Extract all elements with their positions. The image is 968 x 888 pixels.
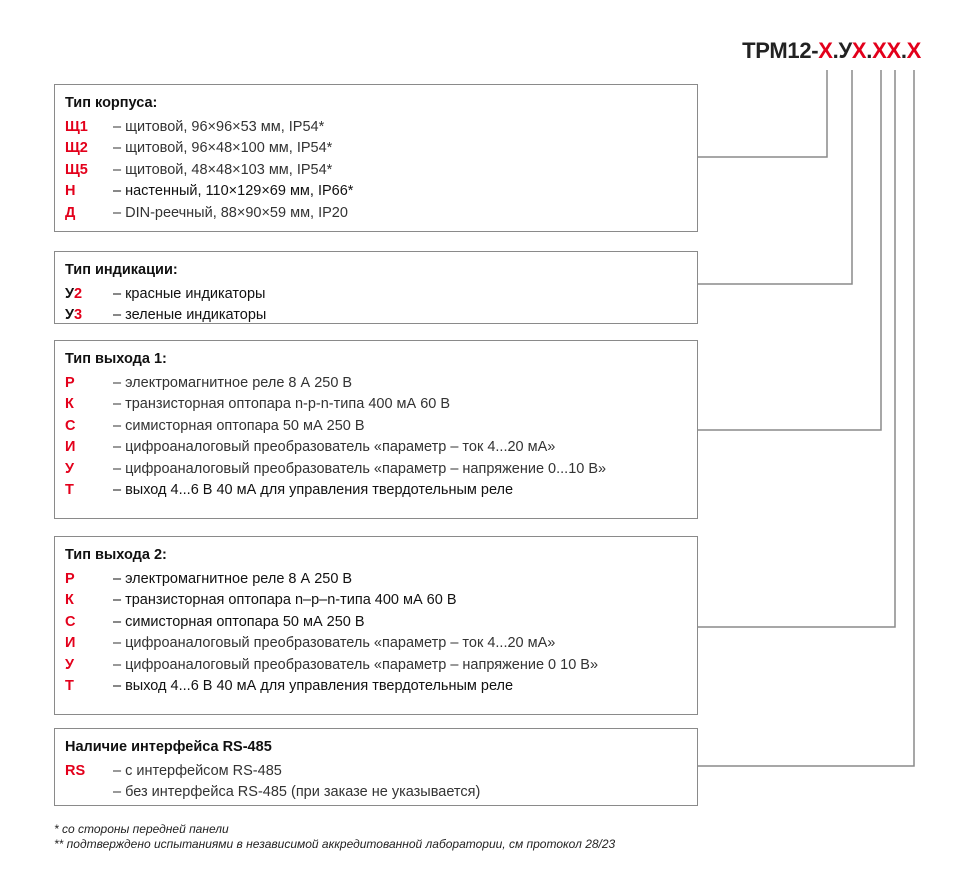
- output2-type-title: Тип выхода 2:: [65, 547, 167, 563]
- option-desc: – без интерфейса RS-485 (при заказе не указывается): [113, 784, 481, 801]
- option-code: И: [65, 439, 76, 456]
- output2-type-box: [54, 536, 698, 715]
- list-item: [65, 458, 697, 480]
- footnote-lab-tested: ** подтверждено испытаниями в независимой аккредитованной лаборатории, см протокол 28/23: [54, 837, 616, 851]
- option-code: Щ2: [65, 140, 88, 157]
- code-position-indication-prefix: У: [838, 38, 852, 63]
- list-item: [65, 760, 697, 782]
- list-item: [65, 181, 697, 203]
- list-item: [65, 782, 697, 804]
- code-dot: .: [900, 38, 907, 63]
- option-code: Т: [65, 482, 74, 499]
- option-desc: – DIN-реечный, 88×90×59 мм, IP20: [113, 204, 348, 221]
- option-desc: – настенный, 110×129×69 мм, IP66*: [113, 183, 354, 200]
- option-code: С: [65, 613, 76, 630]
- option-code: У2: [65, 285, 83, 302]
- list-item: [65, 633, 697, 655]
- option-desc: – электромагнитное реле 8 А 250 В: [113, 570, 353, 587]
- list-item: [65, 480, 697, 502]
- list-item: [65, 654, 697, 676]
- code-dot: .: [866, 38, 873, 63]
- option-code: Р: [65, 570, 75, 587]
- option-desc: – выход 4...6 В 40 мА для управления твердотельным реле: [113, 482, 514, 499]
- interface-box: [54, 728, 698, 806]
- connector-output1: [698, 70, 881, 430]
- housing-type-title: Тип корпуса:: [65, 95, 158, 111]
- footnotes: [54, 822, 615, 852]
- option-desc: – транзисторная оптопара n-p-n-типа 400 мА 60 В: [113, 396, 451, 413]
- option-code: К: [65, 396, 74, 413]
- list-item: [65, 437, 697, 459]
- option-desc: – выход 4...6 В 40 мА для управления твердотельным реле: [113, 678, 514, 695]
- code-position-housing: Х: [818, 38, 833, 63]
- connector-output2: [698, 70, 895, 627]
- option-code: К: [65, 592, 74, 609]
- list-item: [65, 159, 697, 181]
- connector-indication: [698, 70, 852, 284]
- option-code: Т: [65, 678, 74, 695]
- option-code: У: [65, 460, 75, 477]
- option-code: Щ5: [65, 161, 88, 178]
- option-desc: – цифроаналоговый преобразователь «параметр – напряжение 0...10 В»: [113, 460, 607, 477]
- output1-type-box: [54, 340, 698, 519]
- option-desc: – симисторная оптопара 50 мА 250 В: [113, 417, 365, 434]
- code-position-output2: Х: [886, 38, 901, 63]
- option-desc: – транзисторная оптопара n–p–n-типа 400 мА 60 В: [113, 592, 457, 609]
- list-item: [65, 283, 697, 305]
- option-code: Р: [65, 374, 75, 391]
- list-item: [65, 590, 697, 612]
- model-prefix: ТРМ12-: [742, 38, 819, 63]
- option-desc: – электромагнитное реле 8 А 250 В: [113, 374, 353, 391]
- connector-housing: [698, 70, 827, 157]
- output1-type-title: Тип выхода 1:: [65, 351, 167, 367]
- list-item: [65, 415, 697, 437]
- option-code: Н: [65, 183, 76, 200]
- list-item: [65, 394, 697, 416]
- indication-type-box: [54, 251, 698, 324]
- code-dot: .: [832, 38, 839, 63]
- option-code: У: [65, 656, 75, 673]
- option-desc: – цифроаналоговый преобразователь «параметр – ток 4...20 мА»: [113, 635, 556, 652]
- option-desc: – цифроаналоговый преобразователь «параметр – ток 4...20 мА»: [113, 439, 556, 456]
- option-desc: – красные индикаторы: [113, 285, 266, 302]
- option-code: С: [65, 417, 76, 434]
- code-position-interface: Х: [906, 38, 921, 63]
- option-desc: – симисторная оптопара 50 мА 250 В: [113, 613, 365, 630]
- footnote-front-panel: * со стороны передней панели: [54, 822, 229, 836]
- option-code: У3: [65, 307, 83, 324]
- code-position-indication: Х: [851, 38, 867, 63]
- option-code: Д: [65, 204, 76, 221]
- option-desc: – цифроаналоговый преобразователь «параметр – напряжение 0 10 В»: [113, 656, 599, 673]
- list-item: [65, 568, 697, 590]
- list-item: [65, 611, 697, 633]
- option-code: Щ1: [65, 118, 88, 135]
- list-item: [65, 372, 697, 394]
- option-desc: – щитовой, 48×48×103 мм, IP54*: [113, 161, 333, 178]
- list-item: [65, 138, 697, 160]
- list-item: [65, 116, 697, 138]
- code-position-output1: Х: [872, 38, 887, 63]
- interface-title: Наличие интерфейса RS-485: [65, 739, 272, 755]
- list-item: [65, 305, 697, 327]
- option-desc: – с интерфейсом RS-485: [113, 762, 282, 779]
- list-item: [65, 676, 697, 698]
- list-item: [65, 202, 697, 224]
- option-code: RS: [65, 762, 86, 779]
- option-desc: – зеленые индикаторы: [113, 307, 267, 324]
- housing-type-box: [54, 84, 698, 232]
- option-code: И: [65, 635, 76, 652]
- option-desc: – щитовой, 96×48×100 мм, IP54*: [113, 140, 333, 157]
- indication-type-title: Тип индикации:: [65, 262, 178, 278]
- option-desc: – щитовой, 96×96×53 мм, IP54*: [113, 118, 325, 135]
